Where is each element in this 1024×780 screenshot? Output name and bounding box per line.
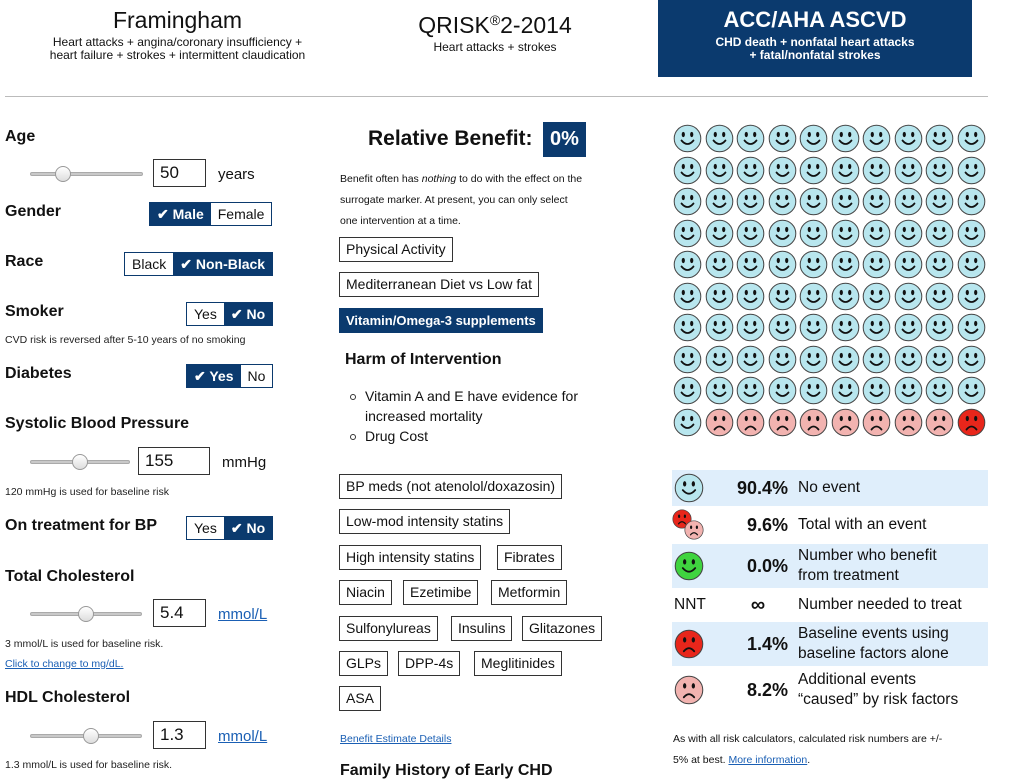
happy-face-icon: [768, 345, 797, 374]
happy-face-icon: [768, 250, 797, 279]
result-baseline-value: 1.4%: [746, 634, 788, 654]
happy-face-icon: [957, 345, 986, 374]
smoker-no-option[interactable]: ✔ No: [224, 303, 272, 325]
diabetes-yes-option[interactable]: ✔ Yes: [187, 365, 241, 387]
race-black-option[interactable]: Black: [132, 256, 167, 272]
sad-pink-face-icon: [862, 408, 891, 437]
happy-face-icon: [862, 187, 891, 216]
happy-face-icon: [925, 282, 954, 311]
happy-face-icon: [894, 282, 923, 311]
intervention-meglitinides[interactable]: Meglitinides: [474, 651, 562, 676]
happy-face-icon: [894, 376, 923, 405]
sbp-unit: mmHg: [222, 454, 267, 471]
happy-face-icon: [736, 124, 765, 153]
sbp-slider-thumb[interactable]: [72, 454, 88, 470]
happy-face-icon: [736, 313, 765, 342]
happy-face-icon: [673, 219, 702, 248]
intervention-niacin[interactable]: Niacin: [339, 580, 392, 605]
intervention-asa[interactable]: ASA: [339, 686, 381, 711]
pink-sad-face-icon: [674, 675, 704, 710]
happy-face-icon: [799, 313, 828, 342]
intervention-metformin[interactable]: Metformin: [491, 580, 567, 605]
happy-face-icon: [862, 376, 891, 405]
intervention-sulfonylureas[interactable]: Sulfonylureas: [339, 616, 438, 641]
happy-face-icon: [736, 219, 765, 248]
age-label: Age: [5, 128, 36, 145]
total-chol-input[interactable]: 5.4: [153, 599, 206, 627]
happy-face-icon: [768, 187, 797, 216]
intervention-insulins[interactable]: Insulins: [451, 616, 512, 641]
happy-face-icon: [862, 313, 891, 342]
happy-face-icon: [736, 376, 765, 405]
sbp-slider[interactable]: [30, 455, 130, 469]
race-label: Race: [5, 253, 44, 270]
gender-label: Gender: [5, 203, 62, 220]
happy-face-icon: [831, 219, 860, 248]
happy-face-icon: [894, 313, 923, 342]
happy-face-icon: [925, 250, 954, 279]
gender-female-option[interactable]: Female: [217, 206, 265, 222]
sbp-note: 120 mmHg is used for baseline risk: [5, 486, 169, 498]
harm-item-vitamins: Vitamin A and E have evidence for increased mortality: [349, 386, 578, 426]
happy-face-icon: [862, 250, 891, 279]
intervention-fibrates[interactable]: Fibrates: [497, 545, 562, 570]
result-baseline: [672, 622, 988, 666]
happy-face-icon: [736, 187, 765, 216]
happy-face-icon: [799, 124, 828, 153]
acc-sub1: CHD death + nonfatal heart attacks: [715, 35, 915, 49]
sad-pink-face-icon: [831, 408, 860, 437]
happy-face-icon: [768, 313, 797, 342]
benefit-note: Benefit often has nothing to do with the effect on the surrogate marker. At present, you can only select one intervention at a time.: [340, 173, 583, 227]
framingham-sub2: heart failure + strokes + intermittent claudication: [49, 48, 306, 62]
qrisk-sub: Heart attacks + strokes: [433, 40, 557, 54]
disclaimer: As with all risk calculators, calculated risk numbers are +/- 5% at best. More information.: [673, 733, 943, 766]
happy-face-icon: [705, 187, 734, 216]
diabetes-label: Diabetes: [5, 365, 72, 382]
happy-face-icon: [673, 156, 702, 185]
intervention-dpp4s[interactable]: DPP-4s: [398, 651, 460, 676]
happy-face-icon: [705, 345, 734, 374]
intervention-low-mod-statins[interactable]: Low-mod intensity statins: [339, 509, 510, 534]
gender-male-option[interactable]: ✔ Male: [150, 203, 211, 225]
happy-face-icon: [799, 376, 828, 405]
happy-face-icon: [705, 156, 734, 185]
race-nonblack-option[interactable]: ✔ Non-Black: [173, 253, 272, 275]
framingham-title: Framingham: [112, 7, 243, 33]
happy-face-icon: [673, 250, 702, 279]
happy-face-icon: [736, 156, 765, 185]
intervention-glps[interactable]: GLPs: [339, 651, 388, 676]
bp-treatment-yes-option[interactable]: Yes: [194, 520, 217, 536]
happy-face-icon: [925, 156, 954, 185]
intervention-mediterranean-diet[interactable]: Mediterranean Diet vs Low fat: [339, 272, 539, 297]
happy-face-icon: [799, 219, 828, 248]
change-units-link[interactable]: Click to change to mg/dL.: [5, 658, 124, 670]
happy-face-icon: [831, 313, 860, 342]
intervention-glitazones[interactable]: Glitazones: [522, 616, 602, 641]
result-no-event: [672, 470, 988, 506]
sad-pink-face-icon: [768, 408, 797, 437]
acc-title: ACC/AHA ASCVD: [723, 7, 907, 32]
result-nnt-value: ∞: [750, 594, 766, 616]
total-chol-note: 3 mmol/L is used for baseline risk.: [5, 638, 164, 650]
intervention-bp-meds[interactable]: BP meds (not atenolol/doxazosin): [339, 474, 562, 499]
happy-face-icon: [705, 124, 734, 153]
happy-face-icon: [673, 124, 702, 153]
benefit-details-link[interactable]: Benefit Estimate Details: [340, 733, 452, 745]
smoker-label: Smoker: [5, 303, 64, 320]
happy-face-icon: [799, 156, 828, 185]
happy-face-icon: [831, 376, 860, 405]
happy-face-icon: [673, 408, 702, 437]
happy-face-icon: [831, 345, 860, 374]
happy-face-icon: [799, 345, 828, 374]
tab-framingham[interactable]: [20, 4, 335, 62]
intervention-physical-activity[interactable]: Physical Activity: [339, 237, 453, 262]
family-history-heading: Family History of Early CHD: [340, 762, 553, 779]
result-no-event-value: 90.4%: [736, 478, 788, 498]
happy-face-icon: [673, 345, 702, 374]
tab-acc-aha[interactable]: [658, 0, 972, 77]
bp-treatment-toggle[interactable]: [186, 516, 273, 540]
sad-pink-face-icon: [799, 408, 828, 437]
happy-face-icon: [736, 250, 765, 279]
happy-face-icon: [831, 250, 860, 279]
total-chol-unit-link[interactable]: mmol/L: [218, 606, 268, 623]
happy-face-icon: [894, 187, 923, 216]
hdl-note: 1.3 mmol/L is used for baseline risk.: [5, 759, 173, 771]
harm-title: Harm of Intervention: [345, 351, 502, 368]
happy-face-icon: [957, 250, 986, 279]
relative-benefit-title: Relative Benefit:: [368, 127, 533, 150]
intervention-high-statins[interactable]: High intensity statins: [339, 545, 481, 570]
happy-face-icon: [673, 376, 702, 405]
total-chol-slider[interactable]: [30, 607, 142, 621]
happy-face-icon: [768, 282, 797, 311]
age-slider-thumb[interactable]: [55, 166, 71, 182]
harm-list: [349, 386, 578, 446]
hdl-input[interactable]: 1.3: [153, 721, 206, 749]
result-with-event-value: 9.6%: [746, 515, 788, 535]
result-benefit: [672, 544, 988, 588]
happy-face-icon: [705, 313, 734, 342]
total-chol-slider-thumb[interactable]: [78, 606, 94, 622]
hdl-slider-thumb[interactable]: [83, 728, 99, 744]
result-no-event-label: No event: [798, 479, 861, 496]
race-toggle[interactable]: [124, 252, 273, 276]
happy-face-icon: [831, 282, 860, 311]
happy-face-icon: [925, 313, 954, 342]
happy-face-icon: [957, 219, 986, 248]
sbp-input[interactable]: 155: [138, 447, 210, 475]
intervention-ezetimibe[interactable]: Ezetimibe: [403, 580, 478, 605]
intervention-vitamin-omega3[interactable]: Vitamin/Omega-3 supplements: [339, 308, 543, 333]
gender-toggle[interactable]: [149, 202, 272, 226]
happy-face-icon: [705, 250, 734, 279]
happy-face-icon: [894, 124, 923, 153]
tab-qrisk[interactable]: [370, 4, 620, 54]
qrisk-title: QRISK®2-2014: [418, 12, 572, 38]
diabetes-no-option[interactable]: No: [247, 368, 266, 384]
age-unit: years: [218, 166, 255, 183]
happy-face-icon: [673, 187, 702, 216]
sad-pink-face-icon: [894, 408, 923, 437]
hdl-unit-link[interactable]: mmol/L: [218, 728, 268, 745]
result-additional: [672, 667, 988, 713]
hdl-slider[interactable]: [30, 729, 142, 743]
happy-face-icon: [799, 187, 828, 216]
happy-face-icon: [862, 219, 891, 248]
happy-face-icon: [862, 156, 891, 185]
smoker-yes-option[interactable]: Yes: [194, 306, 217, 322]
bp-treatment-no-option[interactable]: ✔ No: [224, 517, 272, 539]
sad-pink-face-icon: [705, 408, 734, 437]
happy-face-icon: [768, 219, 797, 248]
bp-treatment-label: On treatment for BP: [5, 517, 158, 534]
happy-face-icon: [925, 187, 954, 216]
happy-face-icon: [957, 187, 986, 216]
happy-face-icon: [799, 250, 828, 279]
happy-face-icon: [957, 124, 986, 153]
happy-face-icon: [799, 282, 828, 311]
happy-face-icon: [674, 473, 704, 508]
happy-face-icon: [831, 187, 860, 216]
diabetes-toggle[interactable]: [186, 364, 273, 388]
happy-face-icon: [862, 282, 891, 311]
header-divider: [5, 96, 988, 97]
total-chol-label: Total Cholesterol: [5, 568, 135, 585]
happy-face-icon: [831, 124, 860, 153]
relative-benefit-badge: 0%: [543, 122, 586, 157]
happy-face-icon: [862, 124, 891, 153]
happy-face-icon: [831, 156, 860, 185]
nnt-abbr: NNT: [674, 596, 706, 613]
happy-face-icon: [894, 219, 923, 248]
result-nnt-label: Number needed to treat: [798, 596, 962, 613]
result-benefit-value: 0.0%: [746, 556, 788, 576]
happy-face-icon: [768, 156, 797, 185]
happy-face-icon: [925, 219, 954, 248]
happy-face-icon: [894, 345, 923, 374]
happy-face-icon: [768, 376, 797, 405]
harm-item-drug-cost: Drug Cost: [349, 426, 578, 446]
result-with-event: [672, 507, 988, 543]
green-happy-face-icon: [674, 551, 704, 586]
sad-pink-face-icon: [925, 408, 954, 437]
age-input[interactable]: 50: [153, 159, 206, 187]
hdl-label: HDL Cholesterol: [5, 689, 131, 706]
acc-sub2: + fatal/nonfatal strokes: [749, 48, 881, 62]
framingham-sub1: Heart attacks + angina/coronary insufficiency +: [52, 35, 303, 49]
happy-face-icon: [957, 313, 986, 342]
age-slider[interactable]: [30, 167, 143, 181]
risk-face-grid: [673, 124, 993, 439]
more-information-link[interactable]: More information: [728, 754, 808, 766]
happy-face-icon: [925, 345, 954, 374]
sad-pink-face-icon: [736, 408, 765, 437]
happy-face-icon: [736, 345, 765, 374]
result-baseline-label: Baseline events using baseline factors alone: [798, 625, 949, 662]
happy-face-icon: [736, 282, 765, 311]
sbp-label: Systolic Blood Pressure: [5, 415, 190, 432]
happy-face-icon: [862, 345, 891, 374]
happy-face-icon: [673, 282, 702, 311]
happy-face-icon: [957, 156, 986, 185]
result-nnt: [672, 589, 988, 621]
happy-face-icon: [957, 282, 986, 311]
happy-face-icon: [705, 376, 734, 405]
happy-face-icon: [673, 313, 702, 342]
happy-face-icon: [925, 124, 954, 153]
happy-face-icon: [894, 250, 923, 279]
happy-face-icon: [894, 156, 923, 185]
smoker-toggle[interactable]: [186, 302, 273, 326]
result-benefit-label: Number who benefit from treatment: [798, 547, 937, 584]
result-with-event-label: Total with an event: [798, 516, 927, 533]
happy-face-icon: [705, 219, 734, 248]
happy-face-icon: [925, 376, 954, 405]
red-sad-face-icon: [674, 629, 704, 664]
smoker-note: CVD risk is reversed after 5-10 years of no smoking: [5, 334, 246, 346]
sad-red-face-icon: [957, 408, 986, 437]
result-additional-label: Additional events “caused” by risk factors: [798, 671, 959, 708]
happy-face-icon: [705, 282, 734, 311]
result-additional-value: 8.2%: [746, 680, 788, 700]
happy-face-icon: [957, 376, 986, 405]
happy-face-icon: [768, 124, 797, 153]
